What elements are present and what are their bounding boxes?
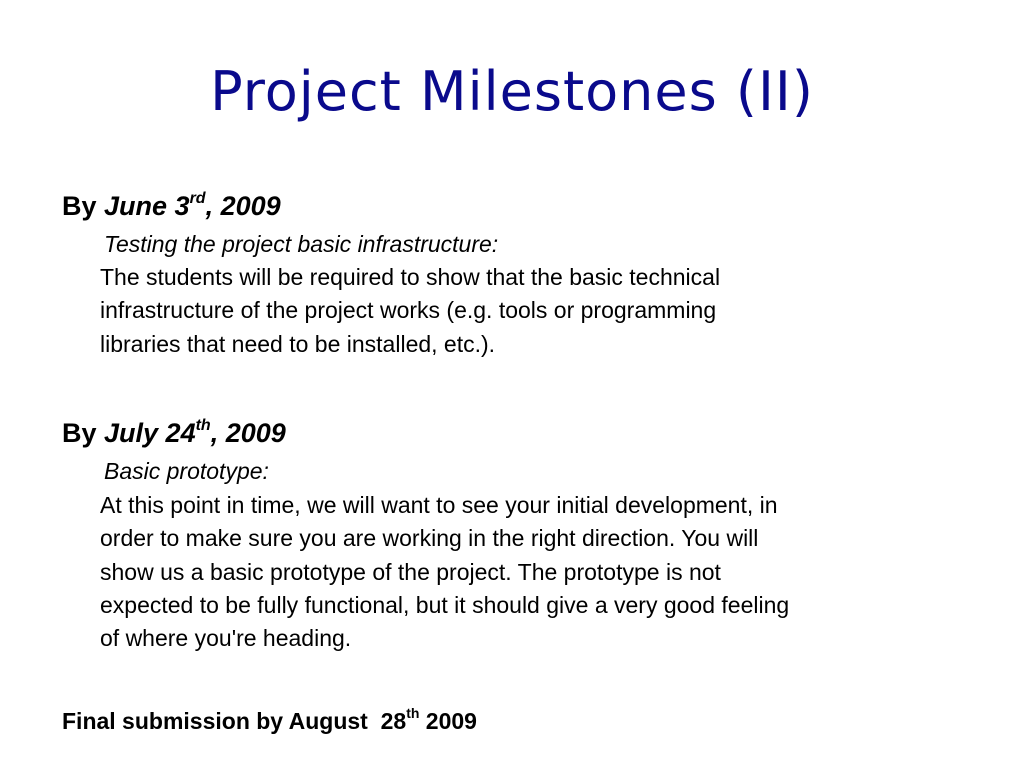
milestone-2-line: At this point in time, we will want to see your initial development, in	[100, 492, 778, 518]
milestone-2-line: expected to be fully functional, but it should give a very good feeling	[100, 591, 790, 618]
milestone-2-description	[100, 489, 980, 655]
milestone-2-heading	[62, 417, 286, 449]
milestone-1-line: The students will be required to show that the basic technical	[100, 264, 721, 290]
final-submission-year: 2009	[419, 708, 477, 734]
milestone-2-line: of where you're heading.	[100, 625, 352, 652]
final-submission-suffix: th	[406, 705, 420, 722]
slide-title: Project Milestones (II)	[210, 60, 814, 123]
milestone-2-by: By	[62, 418, 97, 448]
milestone-1-date-suffix: rd	[189, 190, 206, 207]
milestone-2-line: order to make sure you are working in the right direction. You will	[100, 525, 759, 552]
milestone-2-subtitle: Basic prototype:	[104, 458, 269, 484]
milestone-1-line: infrastructure of the project works (e.g. tools or programming	[100, 297, 717, 324]
milestone-2-date: July 24th, 2009	[104, 417, 286, 448]
milestone-2-line: show us a basic prototype of the project. The prototype is not	[100, 558, 721, 585]
milestone-1-subtitle: Testing the project basic infrastructure:	[104, 231, 499, 257]
milestone-1-description	[100, 261, 980, 361]
milestone-1-line: libraries that need to be installed, etc.).	[100, 330, 496, 357]
final-submission	[62, 705, 477, 737]
final-submission-text: Final submission by August 28	[62, 708, 407, 734]
milestone-1-date: June 3rd, 2009	[104, 190, 281, 221]
milestone-2-date-suffix: th	[195, 417, 211, 434]
milestone-1-heading	[62, 190, 281, 222]
milestone-1-by: By	[62, 191, 97, 221]
